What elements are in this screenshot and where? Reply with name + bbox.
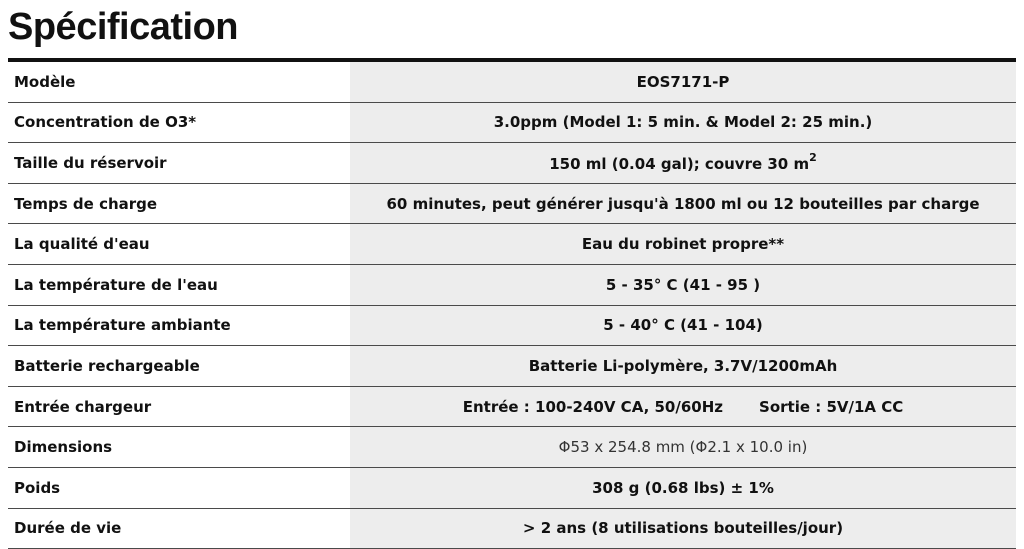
- table-row: [8, 386, 1016, 427]
- row-value: 308 g (0.68 lbs) ± 1%: [350, 467, 1016, 508]
- table-row: [8, 62, 1016, 102]
- row-label: La qualité d'eau: [8, 224, 350, 265]
- row-label: Entrée chargeur: [8, 386, 350, 427]
- table-row: [8, 467, 1016, 508]
- row-value: 150 ml (0.04 gal); couvre 30 m: [549, 154, 810, 173]
- table-row: [8, 183, 1016, 224]
- row-value: Batterie Li-polymère, 3.7V/1200mAh: [350, 346, 1016, 387]
- table-row: [8, 102, 1016, 143]
- row-value: Φ53 x 254.8 mm (Φ2.1 x 10.0 in): [350, 427, 1016, 468]
- row-label: Batterie rechargeable: [8, 346, 350, 387]
- table-row: [8, 143, 1016, 184]
- row-label: La température de l'eau: [8, 264, 350, 305]
- table-row: [8, 264, 1016, 305]
- table-row: [8, 427, 1016, 468]
- row-label: Temps de charge: [8, 183, 350, 224]
- row-label: Dimensions: [8, 427, 350, 468]
- row-label: La température ambiante: [8, 305, 350, 346]
- row-value: 5 - 35° C (41 - 95 ): [350, 264, 1016, 305]
- row-label: Modèle: [8, 62, 350, 102]
- spec-table: [8, 62, 1016, 549]
- row-value: 5 - 40° C (41 - 104): [350, 305, 1016, 346]
- row-value-output: Sortie : 5V/1A CC: [759, 397, 904, 416]
- row-label: Taille du réservoir: [8, 143, 350, 184]
- table-row: [8, 346, 1016, 387]
- row-value: > 2 ans (8 utilisations bouteilles/jour): [350, 508, 1016, 549]
- row-value: 3.0ppm (Model 1: 5 min. & Model 2: 25 min.): [350, 102, 1016, 143]
- page-title: Spécification: [8, 6, 238, 48]
- row-label: Poids: [8, 467, 350, 508]
- row-value: EOS7171-P: [350, 62, 1016, 102]
- row-value-input: Entrée : 100-240V CA, 50/60Hz: [462, 397, 724, 416]
- row-value-cell: [350, 143, 1016, 184]
- table-row: [8, 305, 1016, 346]
- row-label: Concentration de O3*: [8, 102, 350, 143]
- row-value: Eau du robinet propre**: [350, 224, 1016, 265]
- row-value-cell: [350, 386, 1016, 427]
- row-value: 60 minutes, peut générer jusqu'à 1800 ml ou 12 bouteilles par charge: [350, 183, 1016, 224]
- row-label: Durée de vie: [8, 508, 350, 549]
- table-row: [8, 224, 1016, 265]
- row-value-superscript: 2: [809, 150, 817, 164]
